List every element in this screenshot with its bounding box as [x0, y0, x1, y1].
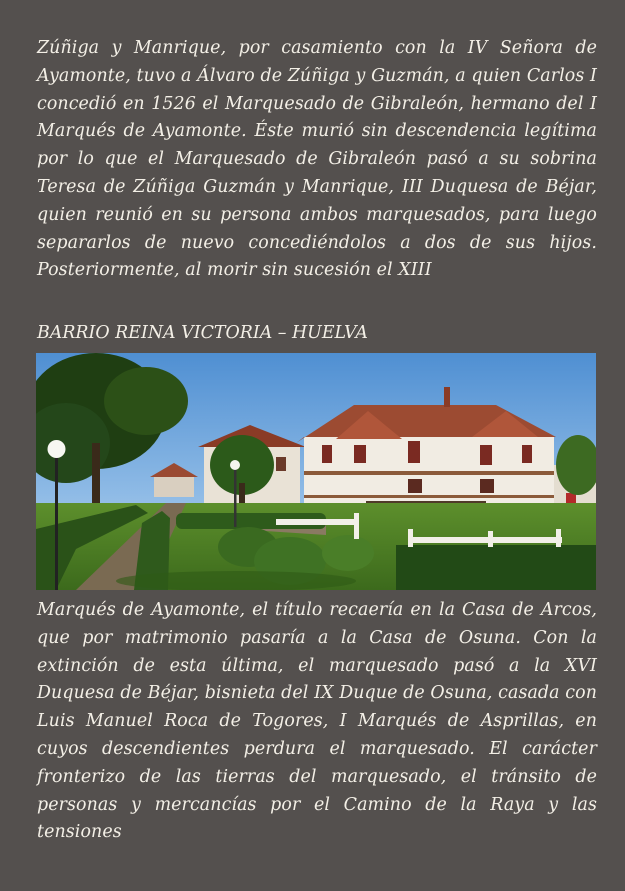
- neighborhood-photo: [36, 353, 596, 590]
- photo-caption: BARRIO REINA VICTORIA – HUELVA: [37, 323, 368, 343]
- paragraph-top: Zúñiga y Manrique, por casamiento con la IV Señora de Ayamonte, tuvo a Álvaro de Zúñiga y Guzmán, a quien Carlos I concedió en 1526 el Marquesado de Gibraleón, hermano del I Marqués de Ayamonte. Éste murió sin descendencia legítima por lo que el Marquesado de Gibraleón pasó a su sobrina Teresa de Zúñiga Guzmán y Manrique, III Duquesa de Béjar, quien reunió en su persona ambos marquesados, para luego separarlos de nuevo concediéndolos a dos de sus hijos. Posteriormente, al morir sin sucesión el XIII: [37, 38, 597, 281]
- paragraph-bottom: Marqués de Ayamonte, el título recaería en la Casa de Arcos, que por matrimonio pasaría a la Casa de Osuna. Con la extinción de esta última, el marquesado pasó a la XVI Duquesa de Béjar, bisnieta del IX Duque de Osuna, casada con Luis Manuel Roca de Togores, I Marqués de Asprillas, en cuyos descendientes perdura el marquesado. El carácter fronterizo de las tierras del marquesado, el tránsito de personas y mercancías por el Camino de la Raya y las tensiones: [37, 600, 597, 843]
